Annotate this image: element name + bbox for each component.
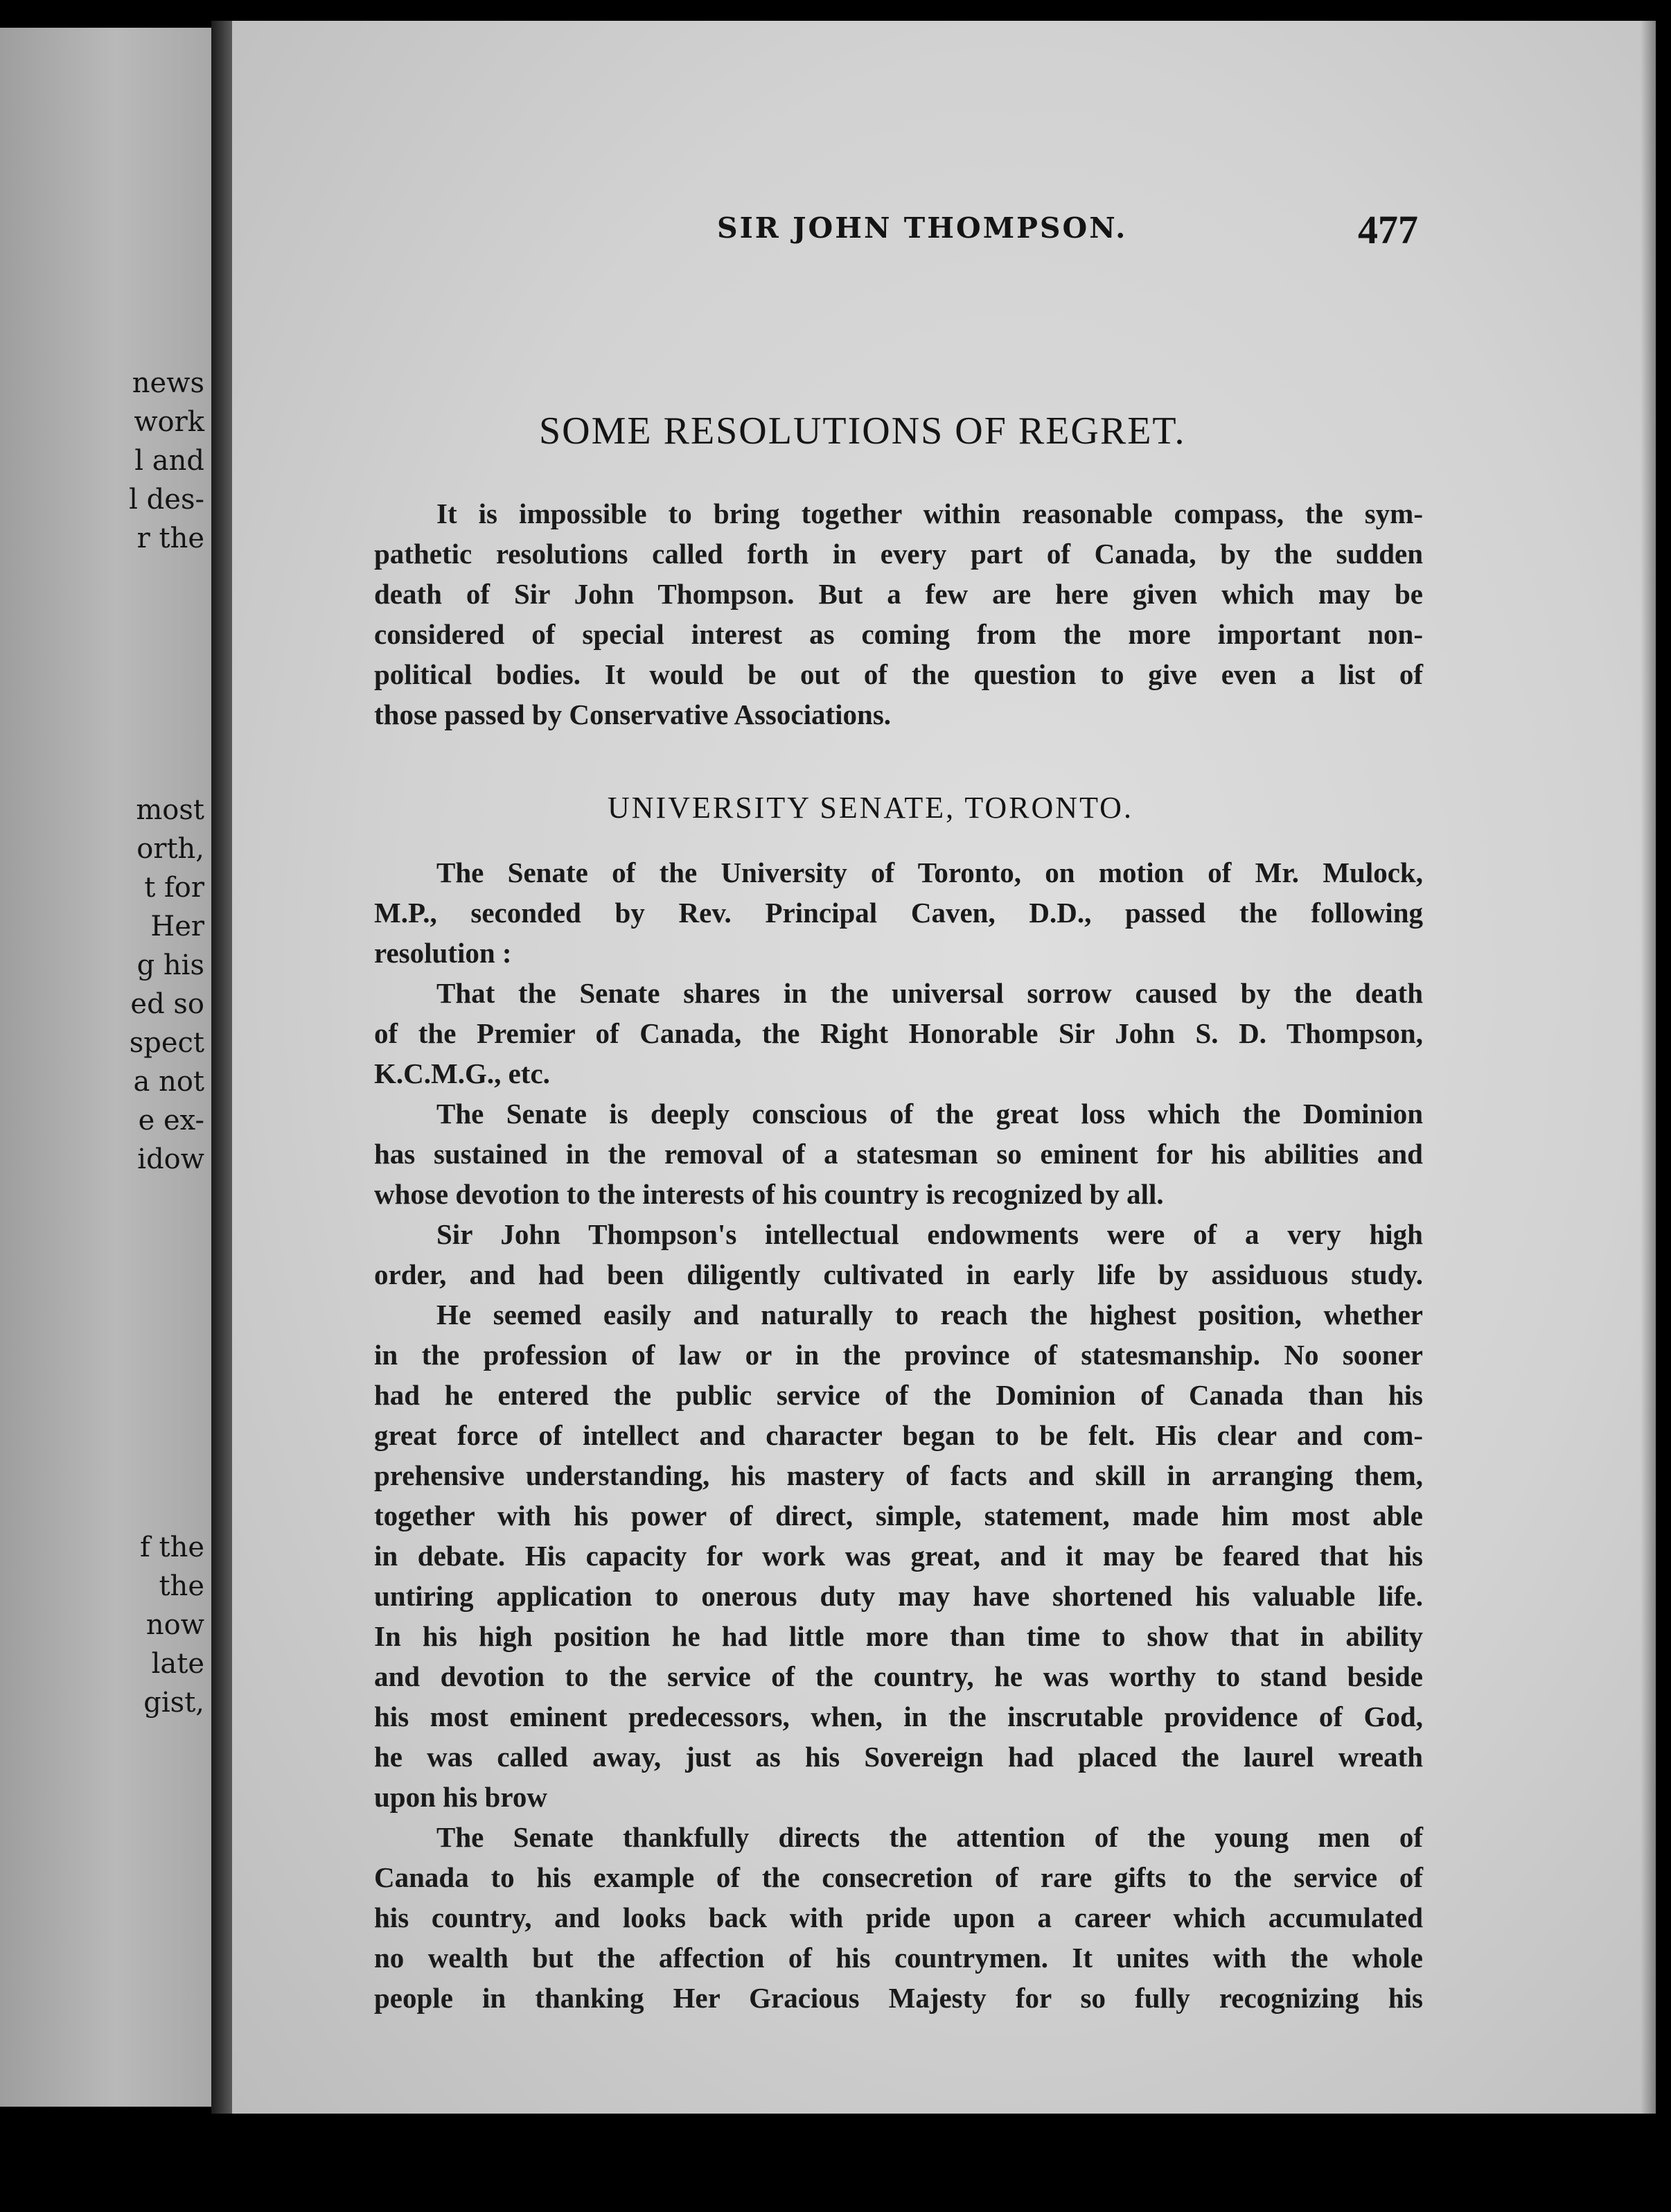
fragment-line: f the — [139, 1531, 204, 1563]
text-line: in debate. His capacity for work was great, and it may be feared that his — [374, 1540, 1423, 1572]
fragment-line: t for — [144, 872, 204, 904]
text-line: Sir John Thompson's intellectual endowments were of a very high — [436, 1218, 1423, 1250]
page-title: SOME RESOLUTIONS OF REGRET. — [539, 410, 1186, 453]
text-line: those passed by Conservative Associations. — [374, 699, 892, 730]
fragment-line — [129, 1450, 204, 1489]
fragment-line — [129, 635, 204, 674]
text-line: It is impossible to bring together within reasonable compass, the sym- — [436, 498, 1423, 529]
fragment-line: most — [136, 794, 204, 826]
fragment-line — [129, 1489, 204, 1528]
text-line: together with his power of direct, simple, statement, made him most able — [374, 1500, 1423, 1531]
text-line: untiring application to onerous duty may have shortened his valuable life. — [374, 1580, 1423, 1612]
text-line: In his high position he had little more than time to show that in ability — [374, 1620, 1423, 1652]
text-line: The Senate is deeply conscious of the great loss which the Dominion — [436, 1098, 1423, 1130]
body-paragraph-example — [374, 1817, 1423, 2018]
text-line: he was called away, just as his Sovereign had placed the laurel wreath — [374, 1741, 1423, 1773]
fragment-line — [129, 713, 204, 752]
text-line: upon his brow — [374, 1781, 547, 1813]
fragment-line: g his — [136, 949, 204, 981]
text-line: and devotion to the service of the country, he was worthy to stand beside — [374, 1660, 1423, 1692]
scan-border — [0, 2114, 1671, 2212]
fragment-line — [129, 1179, 204, 1218]
text-line: prehensive understanding, his mastery of facts and skill in arranging them, — [374, 1459, 1423, 1491]
fragment-line: gist, — [143, 1687, 204, 1719]
fragment-line: the — [159, 1570, 204, 1602]
fragment-line: orth, — [136, 833, 204, 865]
fragment-line — [129, 752, 204, 791]
fragment-line: late — [151, 1648, 204, 1680]
fragment-line — [129, 1295, 204, 1334]
text-line: in the profession of law or in the province of statesmanship. No sooner — [374, 1339, 1423, 1371]
text-line: He seemed easily and naturally to reach the highest position, whether — [436, 1299, 1423, 1331]
fragment-line: e ex- — [138, 1105, 204, 1136]
text-line: The Senate thankfully directs the attention of the young men of — [436, 1821, 1423, 1853]
page-number: 477 — [1358, 207, 1418, 252]
text-line: no wealth but the affection of his countrymen. It unites with the whole — [374, 1942, 1423, 1974]
body-paragraph-motion — [374, 852, 1423, 973]
text-line: resolution : — [374, 937, 512, 969]
text-line: That the Senate shares in the universal sorrow caused by the death — [436, 977, 1423, 1009]
fragment-line: spect — [129, 1027, 204, 1059]
body-paragraph-loss — [374, 1094, 1423, 1214]
text-line: his most eminent predecessors, when, in the inscrutable providence of God, — [374, 1701, 1423, 1732]
text-line: The Senate of the University of Toronto, on motion of Mr. Mulock, — [436, 857, 1423, 888]
body-paragraph-resolution — [374, 973, 1423, 1094]
text-line: considered of special interest as coming from the more important non- — [374, 618, 1423, 650]
fragment-line — [129, 1256, 204, 1295]
section-heading: UNIVERSITY SENATE, TORONTO. — [608, 791, 1133, 825]
running-head: SIR JOHN THOMPSON. — [717, 211, 1128, 245]
fragment-line: work — [134, 406, 204, 438]
previous-page — [0, 28, 211, 2107]
text-line: has sustained in the removal of a statesman so eminent for his abilities and — [374, 1138, 1423, 1170]
body-paragraph-career — [374, 1294, 1423, 1817]
text-line: death of Sir John Thompson. But a few are here given which may be — [374, 578, 1423, 610]
page-edge-shadow — [1641, 21, 1656, 2114]
fragment-line: ed so — [130, 988, 204, 1020]
fragment-line: a not — [133, 1066, 204, 1098]
text-line: had he entered the public service of the Dominion of Canada than his — [374, 1379, 1423, 1411]
text-line: great force of intellect and character began to be felt. His clear and com- — [374, 1419, 1423, 1451]
text-line: of the Premier of Canada, the Right Honorable Sir John S. D. Thompson, — [374, 1017, 1423, 1049]
fragment-line: Her — [150, 911, 204, 942]
fragment-line — [129, 1334, 204, 1373]
text-line: whose devotion to the interests of his country is recognized by all. — [374, 1178, 1164, 1210]
text-line: Canada to his example of the consecretion of rare gifts to the service of — [374, 1861, 1423, 1893]
fragment-line — [129, 597, 204, 635]
intro-paragraph — [374, 493, 1423, 735]
fragment-line — [129, 558, 204, 597]
text-line: pathetic resolutions called forth in every part of Canada, by the sudden — [374, 538, 1423, 570]
fragment-line — [129, 1373, 204, 1412]
fragment-line — [129, 1412, 204, 1450]
fragment-line: now — [145, 1609, 204, 1641]
previous-page-text-fragments — [129, 364, 204, 1722]
text-line: his country, and looks back with pride upon a career which accumulated — [374, 1902, 1423, 1933]
text-line: K.C.M.G., etc. — [374, 1057, 550, 1089]
body-paragraph-endowments — [374, 1214, 1423, 1294]
fragment-line: l des- — [129, 484, 204, 516]
text-line: order, and had been diligently cultivated in early life by assiduous study. — [374, 1258, 1423, 1290]
fragment-line: news — [132, 367, 204, 399]
fragment-line — [129, 1218, 204, 1256]
fragment-line: r the — [136, 523, 204, 554]
fragment-line: idow — [137, 1143, 204, 1175]
book-gutter — [211, 21, 232, 2114]
text-line: people in thanking Her Gracious Majesty for so fully recognizing his — [374, 1982, 1423, 2014]
text-line: M.P., seconded by Rev. Principal Caven, D.D., passed the following — [374, 897, 1423, 929]
fragment-line — [129, 674, 204, 713]
fragment-line: l and — [134, 445, 204, 477]
text-line: political bodies. It would be out of the question to give even a list of — [374, 658, 1423, 690]
